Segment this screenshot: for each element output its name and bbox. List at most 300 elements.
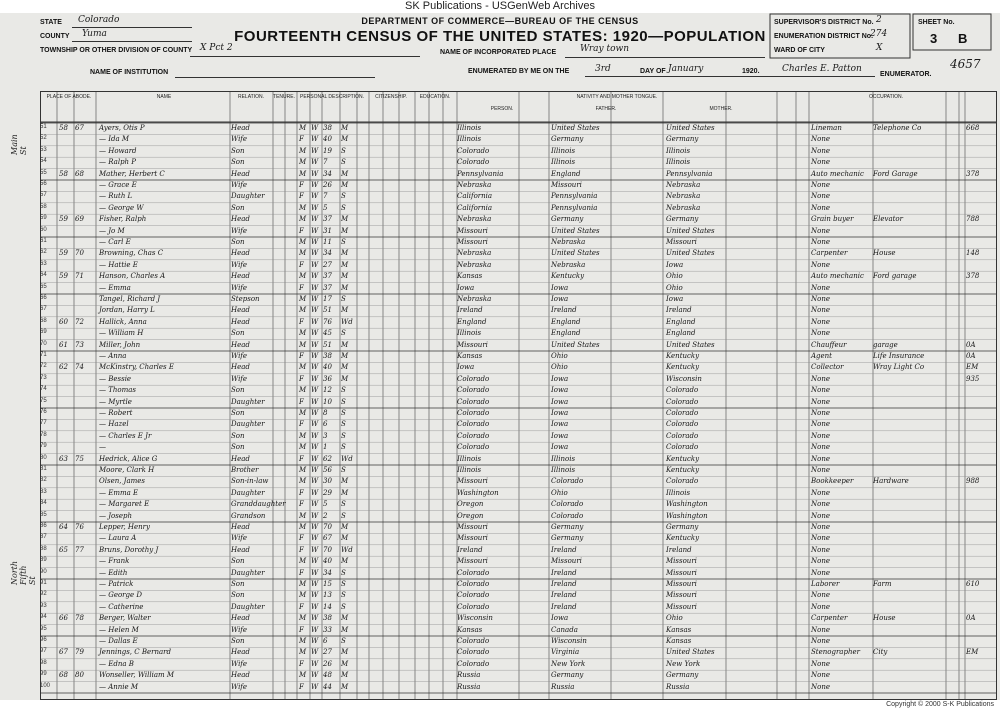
- cell-fam: 77: [75, 545, 84, 554]
- cell-rel: Daughter: [231, 420, 265, 429]
- cell-sex: F: [299, 374, 304, 383]
- cell-occ: None: [811, 500, 830, 509]
- cell-name: — Edith: [99, 568, 128, 577]
- cell-birth: Nebraska: [457, 249, 492, 258]
- cell-age: 7: [323, 158, 328, 167]
- table-row: [41, 352, 996, 361]
- cell-name: — William H: [99, 329, 144, 338]
- cell-rel: Wife: [231, 625, 248, 634]
- cell-name: — Dallas E: [99, 637, 138, 645]
- cell-race: W: [311, 648, 319, 657]
- cell-sex: M: [299, 363, 307, 372]
- table-row: [41, 637, 996, 646]
- cell-fam: 72: [75, 317, 84, 326]
- cell-m: 0A: [966, 352, 976, 360]
- cell-mar: M: [341, 534, 349, 543]
- cell-mar: M: [341, 226, 349, 235]
- cell-n: 78: [40, 431, 47, 438]
- cell-sex: M: [299, 477, 307, 486]
- cell-birth: Colorado: [457, 591, 490, 600]
- sheet-side: B: [958, 31, 968, 46]
- cell-age: 48: [323, 671, 332, 680]
- cell-occ: None: [811, 146, 830, 155]
- cell-occ: Auto mechanic: [811, 169, 864, 178]
- state-label: STATE: [40, 19, 62, 26]
- cell-name: — Catherine: [99, 602, 144, 611]
- enumerated-month: January: [668, 64, 704, 74]
- cell-mar: S: [341, 295, 346, 303]
- cell-race: W: [311, 511, 319, 520]
- table-row: [41, 614, 996, 623]
- cell-fam: 79: [75, 648, 84, 657]
- cell-fbirth: Iowa: [551, 397, 569, 406]
- cell-fbirth: Russia: [551, 682, 575, 691]
- cell-race: W: [311, 580, 319, 588]
- cell-fbirth: Nebraska: [551, 238, 586, 246]
- table-row: [41, 135, 996, 144]
- cell-name: — Joseph: [99, 511, 132, 520]
- cell-mar: S: [341, 500, 346, 509]
- cell-age: 11: [323, 238, 332, 246]
- cell-n: 51: [40, 124, 47, 130]
- col-mother: MOTHER.: [709, 106, 733, 112]
- cell-mbirth: Iowa: [666, 260, 684, 269]
- cell-race: W: [311, 637, 319, 645]
- cell-age: 2: [323, 511, 328, 520]
- cell-n: 64: [40, 272, 47, 279]
- cell-race: W: [311, 682, 319, 691]
- cell-n: 100: [40, 682, 51, 689]
- cell-dw: 62: [59, 363, 68, 372]
- cell-age: 27: [323, 260, 332, 269]
- table-row: [41, 477, 996, 486]
- cell-n: 56: [40, 181, 47, 187]
- cell-sex: M: [299, 295, 307, 303]
- cell-fbirth: Ireland: [551, 568, 577, 577]
- cell-sex: M: [299, 409, 307, 417]
- col-tenure: TENURE.: [273, 94, 295, 100]
- cell-age: 76: [323, 317, 332, 326]
- cell-mar: S: [341, 466, 346, 474]
- cell-m: 788: [966, 215, 980, 224]
- cell-n: 85: [40, 511, 47, 518]
- cell-rel: Head: [231, 317, 250, 326]
- cell-age: 15: [323, 580, 332, 588]
- cell-sex: F: [299, 397, 304, 406]
- cell-fbirth: United States: [551, 249, 600, 258]
- cell-age: 6: [323, 637, 328, 645]
- cell-fbirth: Canada: [551, 625, 578, 634]
- cell-fam: 80: [75, 671, 84, 680]
- cell-sex: F: [299, 488, 304, 497]
- sheet-label: SHEET No.: [918, 19, 955, 26]
- cell-rel: Wife: [231, 260, 248, 269]
- cell-rel: Head: [231, 363, 250, 372]
- cell-fbirth: Iowa: [551, 443, 569, 452]
- cell-mar: S: [341, 329, 346, 338]
- cell-race: W: [311, 500, 319, 509]
- cell-mar: S: [341, 602, 346, 611]
- cell-birth: Russia: [457, 671, 481, 680]
- cell-rel: Wife: [231, 283, 248, 292]
- cell-m: EM: [966, 363, 979, 372]
- cell-age: 30: [323, 477, 332, 486]
- cell-n: 72: [40, 363, 47, 370]
- cell-birth: Missouri: [457, 340, 488, 349]
- cell-fbirth: Ohio: [551, 352, 568, 360]
- cell-mbirth: Kansas: [666, 637, 692, 645]
- cell-mar: S: [341, 192, 346, 201]
- cell-n: 81: [40, 466, 47, 472]
- cell-mbirth: Wisconsin: [666, 374, 702, 383]
- cell-mar: M: [341, 614, 349, 623]
- cell-fbirth: England: [551, 169, 581, 178]
- cell-fbirth: Ireland: [551, 580, 577, 588]
- cell-sex: F: [299, 568, 304, 577]
- cell-fbirth: England: [551, 329, 581, 338]
- cell-name: — Ralph P: [99, 158, 136, 167]
- cell-name: Jennings, C Bernard: [99, 648, 171, 657]
- cell-fbirth: Ireland: [551, 591, 577, 600]
- cell-fbirth: Iowa: [551, 431, 569, 440]
- cell-mar: S: [341, 203, 346, 212]
- cell-fbirth: Ohio: [551, 488, 568, 497]
- cell-n: 83: [40, 488, 47, 495]
- cell-mbirth: Nebraska: [666, 181, 701, 189]
- cell-sex: M: [299, 203, 307, 212]
- cell-occ: None: [811, 158, 830, 167]
- cell-rel: Daughter: [231, 488, 265, 497]
- cell-sex: M: [299, 591, 307, 600]
- cell-name: — Thomas: [99, 386, 137, 395]
- cell-n: 87: [40, 534, 47, 541]
- cell-n: 55: [40, 169, 47, 176]
- cell-race: W: [311, 215, 319, 224]
- cell-ind: City: [873, 648, 888, 657]
- cell-name: Lepper, Henry: [99, 523, 150, 531]
- cell-fbirth: Iowa: [551, 614, 569, 623]
- cell-birth: Missouri: [457, 557, 488, 566]
- cell-sex: F: [299, 659, 304, 668]
- cell-occ: None: [811, 637, 830, 645]
- cell-age: 38: [323, 614, 332, 623]
- cell-fbirth: Pennsylvania: [551, 203, 598, 212]
- cell-rel: Daughter: [231, 602, 265, 611]
- cell-race: W: [311, 477, 319, 486]
- cell-age: 38: [323, 124, 332, 132]
- cell-age: 37: [323, 272, 332, 281]
- cell-race: W: [311, 169, 319, 178]
- cell-name: — Anna: [99, 352, 127, 360]
- cell-birth: Nebraska: [457, 260, 492, 269]
- cell-rel: Wife: [231, 226, 248, 235]
- cell-occ: None: [811, 306, 830, 315]
- cell-mar: M: [341, 374, 349, 383]
- cell-rel: Son: [231, 386, 245, 395]
- cell-race: W: [311, 523, 319, 531]
- cell-mbirth: Kentucky: [666, 534, 700, 543]
- cell-mar: M: [341, 682, 349, 691]
- cell-rel: Head: [231, 545, 250, 554]
- township-label: TOWNSHIP OR OTHER DIVISION OF COUNTY: [40, 47, 193, 54]
- table-row: [41, 170, 996, 179]
- cell-ind: House: [873, 249, 896, 258]
- cell-sex: M: [299, 614, 307, 623]
- cell-sex: M: [299, 443, 307, 452]
- table-row: [41, 363, 996, 372]
- cell-race: W: [311, 454, 319, 463]
- cell-occ: None: [811, 295, 830, 303]
- cell-rel: Daughter: [231, 397, 265, 406]
- cell-mbirth: Kentucky: [666, 363, 700, 372]
- cell-race: W: [311, 352, 319, 360]
- cell-birth: Colorado: [457, 386, 490, 395]
- cell-n: 59: [40, 215, 47, 222]
- cell-rel: Wife: [231, 374, 248, 383]
- cell-fbirth: Iowa: [551, 295, 569, 303]
- cell-rel: Son: [231, 591, 245, 600]
- cell-rel: Head: [231, 124, 250, 132]
- cell-occ: None: [811, 397, 830, 406]
- cell-n: 82: [40, 477, 47, 484]
- cell-birth: Colorado: [457, 431, 490, 440]
- cell-mbirth: Colorado: [666, 477, 699, 486]
- cell-rel: Wife: [231, 181, 248, 189]
- cell-name: — Jo M: [99, 226, 125, 235]
- table-row: [41, 546, 996, 555]
- cell-mar: S: [341, 431, 346, 440]
- cell-name: — Helen M: [99, 625, 139, 634]
- cell-mar: S: [341, 397, 346, 406]
- cell-occ: Laborer: [811, 580, 840, 588]
- cell-sex: M: [299, 215, 307, 224]
- cell-n: 98: [40, 659, 47, 666]
- cell-n: 60: [40, 226, 47, 233]
- cell-race: W: [311, 568, 319, 577]
- cell-n: 97: [40, 648, 47, 655]
- cell-mbirth: Iowa: [666, 295, 684, 303]
- cell-fbirth: Ireland: [551, 545, 577, 554]
- cell-ind: Wray Light Co: [873, 363, 925, 372]
- cell-mbirth: United States: [666, 340, 715, 349]
- day-of-label: DAY OF: [640, 68, 666, 75]
- cell-mar: S: [341, 568, 346, 577]
- cell-race: W: [311, 295, 319, 303]
- cell-rel: Head: [231, 306, 250, 315]
- cell-birth: Colorado: [457, 409, 490, 417]
- site-banner: SK Publications - USGenWeb Archives: [0, 0, 1000, 13]
- cell-sex: M: [299, 557, 307, 566]
- cell-mbirth: Washington: [666, 511, 708, 520]
- cell-mar: M: [341, 363, 349, 372]
- cell-birth: Pennsylvania: [457, 169, 504, 178]
- cell-name: — Ruth L: [99, 192, 133, 201]
- cell-rel: Wife: [231, 135, 248, 144]
- cell-name: — Robert: [99, 409, 133, 417]
- cell-dw: 60: [59, 317, 68, 326]
- table-row: [41, 409, 996, 418]
- cell-race: W: [311, 146, 319, 155]
- cell-mbirth: Illinois: [666, 488, 691, 497]
- cell-age: 40: [323, 363, 332, 372]
- cell-mbirth: Germany: [666, 215, 699, 224]
- cell-birth: Kansas: [457, 352, 483, 360]
- cell-occ: None: [811, 226, 830, 235]
- cell-occ: None: [811, 386, 830, 395]
- cell-mbirth: Germany: [666, 135, 699, 144]
- cell-rel: Head: [231, 648, 250, 657]
- cell-fbirth: Illinois: [551, 466, 576, 474]
- cell-name: —: [99, 443, 106, 452]
- cell-occ: Chauffeur: [811, 340, 847, 349]
- corner-stamp: 4657: [950, 57, 981, 71]
- cell-n: 61: [40, 238, 47, 244]
- table-row: [41, 341, 996, 350]
- cell-n: 79: [40, 443, 47, 450]
- cell-rel: Son: [231, 238, 245, 246]
- table-row: [41, 398, 996, 407]
- cell-race: W: [311, 238, 319, 246]
- cell-n: 96: [40, 637, 47, 643]
- cell-age: 5: [323, 203, 328, 212]
- cell-birth: Colorado: [457, 374, 490, 383]
- cell-fam: 67: [75, 124, 84, 132]
- cell-rel: Head: [231, 340, 250, 349]
- cell-fbirth: Iowa: [551, 374, 569, 383]
- table-row: [41, 227, 996, 236]
- cell-occ: None: [811, 443, 830, 452]
- cell-age: 37: [323, 215, 332, 224]
- cell-n: 74: [40, 386, 47, 393]
- table-row: [41, 249, 996, 258]
- cell-sex: M: [299, 648, 307, 657]
- place-value: Wray town: [580, 44, 629, 54]
- cell-fbirth: United States: [551, 124, 600, 132]
- cell-name: — Emma: [99, 283, 131, 292]
- cell-sex: M: [299, 523, 307, 531]
- cell-name: Tangel, Richard J: [99, 295, 161, 303]
- cell-race: W: [311, 272, 319, 281]
- cell-m: 668: [966, 124, 980, 132]
- cell-mar: Wd: [341, 454, 353, 463]
- col-occupation: OCCUPATION.: [869, 94, 903, 100]
- cell-n: 89: [40, 557, 47, 564]
- cell-m: EM: [966, 648, 979, 657]
- cell-ind: Ford Garage: [873, 169, 918, 178]
- cell-mbirth: United States: [666, 124, 715, 132]
- cell-rel: Wife: [231, 659, 248, 668]
- cell-birth: Ireland: [457, 306, 483, 315]
- cell-n: 71: [40, 352, 47, 358]
- cell-fbirth: Illinois: [551, 146, 576, 155]
- cell-mbirth: Nebraska: [666, 192, 701, 201]
- cell-mbirth: Washington: [666, 500, 708, 509]
- cell-dw: 59: [59, 272, 68, 281]
- cell-mar: M: [341, 523, 349, 531]
- cell-birth: Colorado: [457, 568, 490, 577]
- cell-n: 66: [40, 295, 47, 301]
- cell-n: 73: [40, 374, 47, 381]
- cell-mar: M: [341, 625, 349, 634]
- cell-n: 86: [40, 523, 47, 529]
- cell-birth: Iowa: [457, 363, 475, 372]
- cell-sex: F: [299, 260, 304, 269]
- cell-age: 45: [323, 329, 332, 338]
- cell-n: 84: [40, 500, 47, 507]
- cell-ind: Hardware: [873, 477, 909, 486]
- cell-n: 70: [40, 340, 47, 347]
- cell-mar: S: [341, 409, 346, 417]
- street-label-main: Main St: [10, 134, 28, 155]
- cell-age: 56: [323, 466, 332, 474]
- cell-birth: England: [457, 317, 487, 326]
- department-line: DEPARTMENT OF COMMERCE—BUREAU OF THE CENSUS: [361, 16, 639, 26]
- table-row: [41, 420, 996, 429]
- cell-mbirth: Colorado: [666, 386, 699, 395]
- table-row: [41, 580, 996, 589]
- table-row: [41, 181, 996, 190]
- cell-mar: S: [341, 637, 346, 645]
- table-row: [41, 238, 996, 247]
- cell-occ: None: [811, 659, 830, 668]
- cell-birth: Colorado: [457, 648, 490, 657]
- sheet-number: 3: [930, 31, 938, 46]
- cell-occ: Stenographer: [811, 648, 860, 657]
- cell-mar: S: [341, 386, 346, 395]
- cell-dw: 59: [59, 249, 68, 258]
- cell-age: 40: [323, 557, 332, 566]
- cell-m: 378: [966, 169, 980, 178]
- cell-name: — Carl E: [99, 238, 131, 246]
- cell-occ: None: [811, 283, 830, 292]
- table-row: [41, 204, 996, 213]
- cell-mar: M: [341, 169, 349, 178]
- cell-fbirth: Iowa: [551, 409, 569, 417]
- cell-mar: M: [341, 272, 349, 281]
- supervisor-label: SUPERVISOR'S DISTRICT No.: [774, 19, 874, 26]
- table-row: [41, 660, 996, 669]
- cell-race: W: [311, 249, 319, 258]
- cell-sex: M: [299, 306, 307, 315]
- cell-sex: F: [299, 135, 304, 144]
- cell-n: 95: [40, 625, 47, 632]
- street-margin: [2, 115, 38, 685]
- cell-birth: Missouri: [457, 523, 488, 531]
- cell-race: W: [311, 602, 319, 611]
- cell-rel: Grandson: [231, 511, 266, 520]
- cell-birth: Kansas: [457, 272, 483, 281]
- cell-name: Fisher, Ralph: [99, 215, 147, 224]
- cell-sex: F: [299, 534, 304, 543]
- ed-label: ENUMERATION DISTRICT No.: [774, 33, 874, 40]
- cell-mar: M: [341, 249, 349, 258]
- cell-m: 378: [966, 272, 980, 281]
- cell-race: W: [311, 181, 319, 189]
- cell-birth: Wisconsin: [457, 614, 493, 623]
- cell-birth: Colorado: [457, 158, 490, 167]
- census-title: FOURTEENTH CENSUS OF THE UNITED STATES: 1920—POPULATION: [234, 28, 766, 45]
- cell-sex: M: [299, 146, 307, 155]
- cell-birth: Nebraska: [457, 295, 492, 303]
- cell-birth: Oregon: [457, 511, 484, 520]
- cell-dw: 59: [59, 215, 68, 224]
- cell-n: 65: [40, 283, 47, 290]
- cell-mbirth: Kentucky: [666, 466, 700, 474]
- county-value: Yuma: [82, 29, 107, 39]
- cell-age: 26: [323, 659, 332, 668]
- county-label: COUNTY: [40, 33, 70, 40]
- cell-fbirth: Missouri: [551, 557, 582, 566]
